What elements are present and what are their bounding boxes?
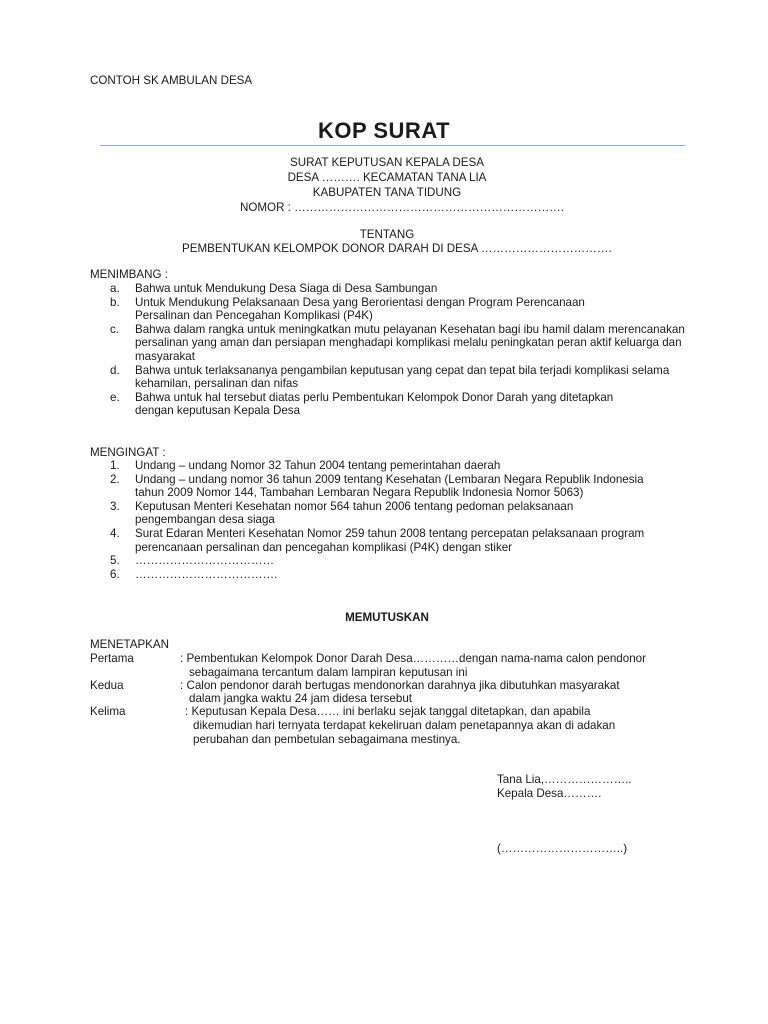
pertama-text-cont: sebagaimana tercantum dalam lampiran keputusan ini (189, 666, 468, 679)
pertama-label: Pertama (90, 652, 134, 665)
decree-number: NOMOR : ……………………………………………………………. (240, 201, 564, 214)
kelima-label: Kelima (90, 705, 126, 718)
menimbang-item-text: Bahwa untuk hal tersebut diatas perlu Pembentukan Kelompok Donor Darah yang ditetapkan dengan keputusan Kepala Desa (135, 390, 614, 418)
menimbang-item-text: Bahwa untuk terlaksananya pengambilan keputusan yang cepat dan tepat bila terjadi komplikasi selama kehamilan, persalinan dan nifas (135, 363, 670, 391)
kedua-text: : Calon pendonor darah bertugas mendonorkan darahnya jika dibutuhkan masyarakat (180, 679, 620, 692)
list-marker: 2. (110, 472, 120, 486)
menimbang-item (90, 364, 690, 391)
kelima-text-cont: perubahan dan pembetulan sebagaimana mestinya. (193, 733, 461, 746)
pertama-text: : Pembentukan Kelompok Donor Darah Desa…………dengan nama-nama calon pendonor (180, 652, 646, 665)
menimbang-item-text: Untuk Mendukung Pelaksanaan Desa yang Berorientasi dengan Program Perencanaan Persalinan dan Pencegahan Komplikasi (P4K) (135, 295, 585, 323)
list-marker: 4. (110, 526, 120, 540)
menimbang-item-text: Bahwa untuk Mendukung Desa Siaga di Desa Sambungan (135, 282, 438, 295)
mengingat-list (90, 459, 690, 581)
list-marker: a. (110, 282, 120, 295)
kelima-text: : Keputusan Kepala Desa…… ini berlaku sejak tanggal ditetapkan, dan apabila (185, 705, 591, 718)
list-marker: c. (110, 322, 120, 336)
mengingat-item-text: Surat Edaran Menteri Kesehatan Nomor 259 tahun 2008 tentang percepatan pelaksanaan program perencanaan persalinan dan pencegahan komplikasi (P4K) dengan stiker (135, 526, 645, 554)
kedua-label: Kedua (90, 679, 124, 692)
menimbang-item (90, 323, 690, 364)
menimbang-item-text: Bahwa dalam rangka untuk meningkatkan mutu pelayanan Kesehatan bagi ibu hamil dalam merencanakan persalinan yang aman dan persiapan menghadapi komplikasi melalu peningkatan peran aktif keluarga dan masyarakat (135, 322, 685, 363)
decree-title-line2: DESA ………. KECAMATAN TANA LIA (287, 171, 487, 184)
mengingat-item (90, 459, 690, 473)
kop-surat-title: KOP SURAT (317, 118, 451, 143)
tentang-subject: PEMBENTUKAN KELOMPOK DONOR DARAH DI DESA ……………………………. (182, 242, 612, 255)
kelima-text-cont: dikemudian hari ternyata terdapat kekeliruan dalam penetapannya akan di adakan (193, 719, 616, 732)
list-marker: e. (110, 390, 120, 404)
mengingat-item (90, 554, 690, 568)
signature-place-date: Tana Lia,………………….. (497, 773, 632, 786)
menimbang-heading: MENIMBANG : (90, 268, 168, 281)
mengingat-item-text: Keputusan Menteri Kesehatan nomor 564 tahun 2006 tentang pedoman pelaksanaan pengembangan desa siaga (135, 499, 574, 527)
tentang-label: TENTANG (359, 228, 415, 241)
mengingat-item-text: Undang – undang Nomor 32 Tahun 2004 tentang pemerintahan daerah (135, 459, 501, 472)
list-marker: 5. (110, 554, 120, 568)
menimbang-list (90, 282, 690, 418)
menetapkan-heading: MENETAPKAN (90, 638, 170, 651)
memutuskan-heading: MEMUTUSKAN (345, 611, 429, 624)
signature-name: (…………………………..) (497, 842, 628, 855)
kedua-text-cont: dalam jangka waktu 24 jam didesa tersebut (189, 692, 412, 705)
mengingat-item (90, 473, 690, 500)
mengingat-item-text: Undang – undang nomor 36 tahun 2009 tentang Kesehatan (Lembaran Negara Republik Indonesia tahun 2009 Nomor 144, Tambahan Lembaran Negara Republik Indonesia Nomor 5063) (135, 472, 644, 500)
list-marker: 1. (110, 459, 120, 472)
list-marker: d. (110, 363, 120, 377)
mengingat-item (90, 527, 690, 554)
mengingat-item (90, 500, 690, 527)
mengingat-heading: MENGINGAT : (90, 446, 166, 459)
mengingat-item (90, 568, 690, 582)
document-label: CONTOH SK AMBULAN DESA (90, 74, 253, 87)
decree-title-line3: KABUPATEN TANA TIDUNG (312, 186, 462, 199)
mengingat-item-text: ………………………………. (135, 567, 278, 581)
menimbang-item (90, 296, 680, 323)
mengingat-item-text: ……………………………… (135, 554, 275, 568)
kop-divider-line (100, 145, 685, 146)
decree-title-line1: SURAT KEPUTUSAN KEPALA DESA (290, 156, 484, 169)
signature-title: Kepala Desa………. (497, 787, 602, 800)
menimbang-item (90, 391, 690, 418)
list-marker: 3. (110, 499, 120, 513)
list-marker: 6. (110, 567, 120, 581)
menimbang-item (90, 282, 690, 296)
list-marker: b. (110, 295, 120, 309)
